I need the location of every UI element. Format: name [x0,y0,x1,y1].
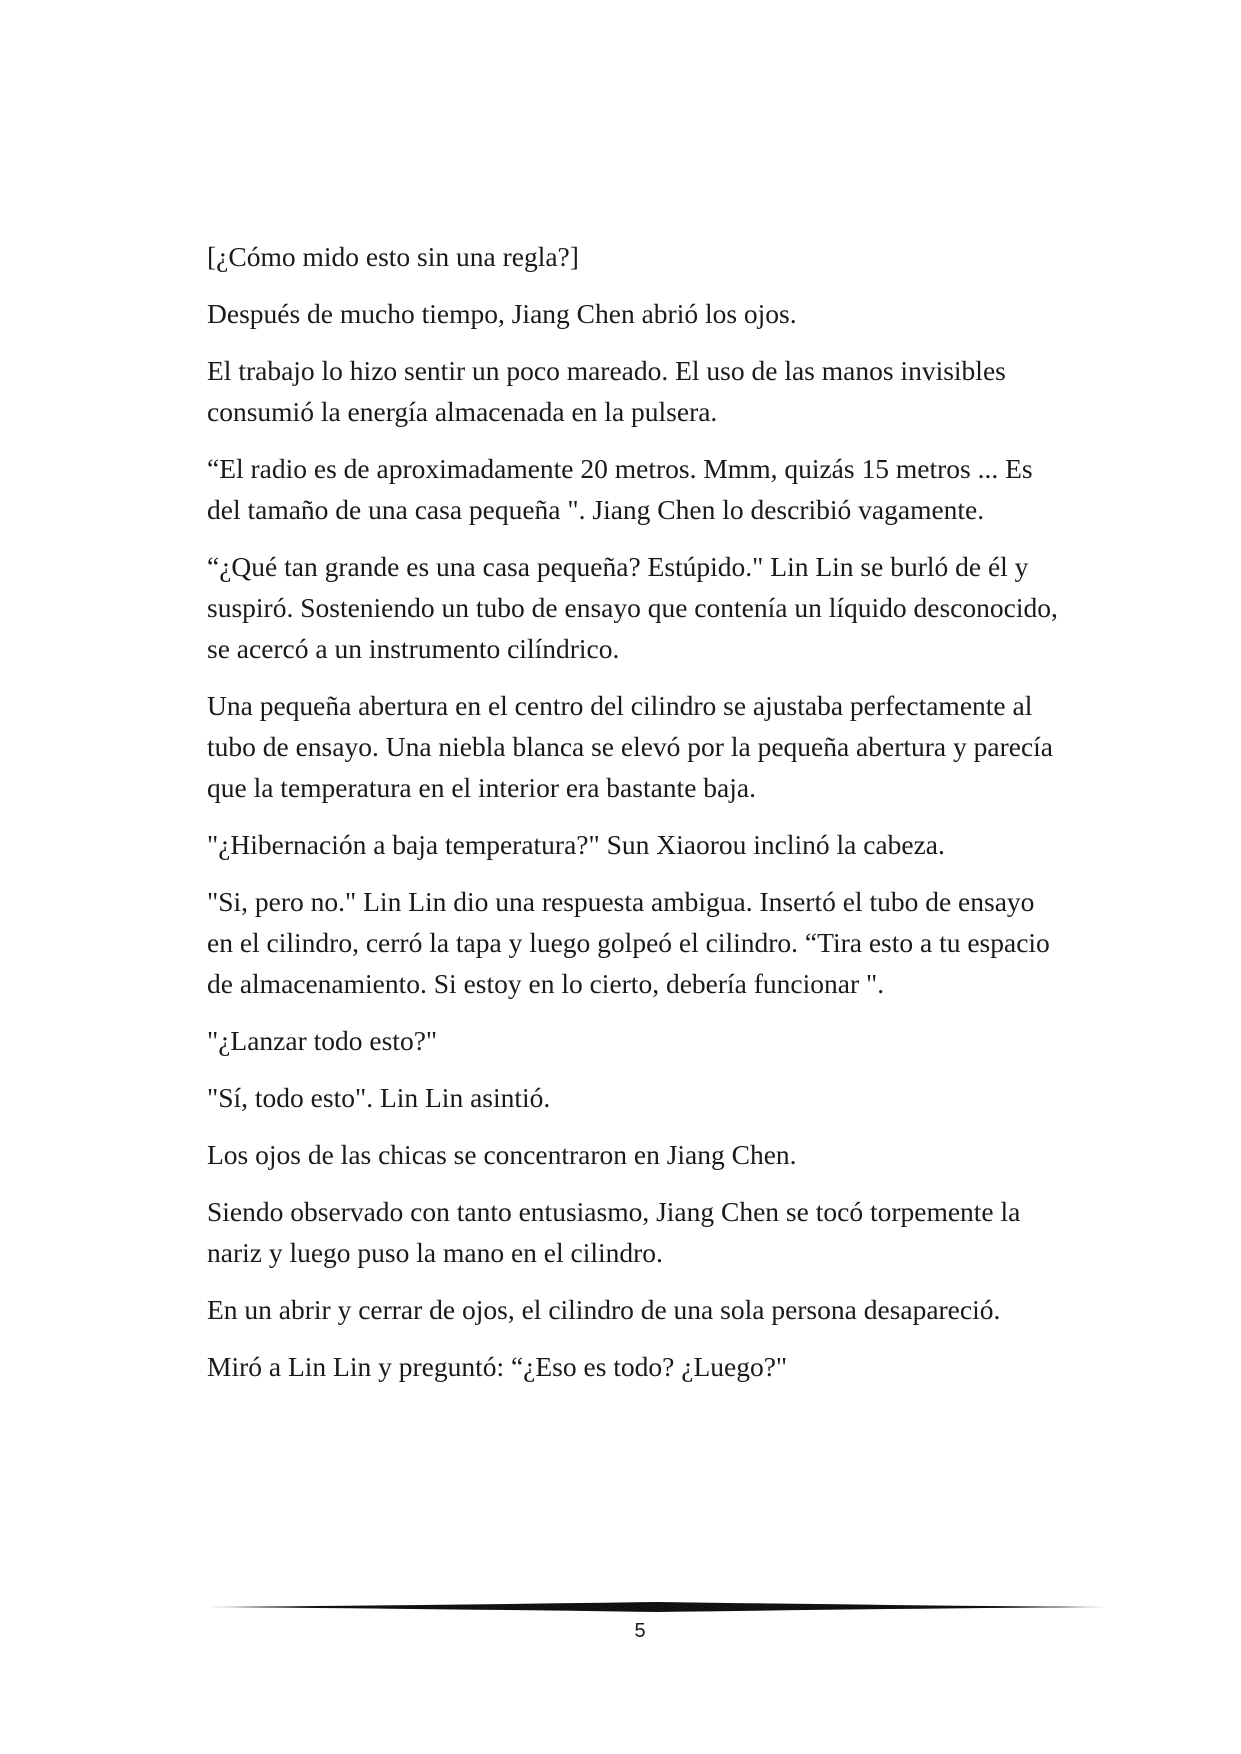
paragraph: Una pequeña abertura en el centro del cilindro se ajustaba perfectamente al tubo de ensayo. Una niebla blanca se elevó por la pequeña abertura y parecía que la temperatura en el interior era bastante baja. [207,690,1054,803]
paragraph: "Sí, todo esto". Lin Lin asintió. [207,1082,551,1113]
paragraph: En un abrir y cerrar de ojos, el cilindro de una sola persona desapareció. [207,1294,1001,1325]
paragraph: "¿Lanzar todo esto?" [207,1025,438,1056]
footer-divider [207,1600,1107,1614]
paragraph: “¿Qué tan grande es una casa pequeña? Estúpido." Lin Lin se burló de él y suspiró. Sosteniendo un tubo de ensayo que contenía un líquido desconocido, se acercó a un instrumento cilíndrico. [207,551,1058,664]
body-text [207,236,1067,1403]
paragraph: Después de mucho tiempo, Jiang Chen abrió los ojos. [207,298,797,329]
paragraph: Siendo observado con tanto entusiasmo, Jiang Chen se tocó torpemente la nariz y luego puso la mano en el cilindro. [207,1196,1021,1268]
page-number: 5 [634,1620,646,1642]
paragraph: El trabajo lo hizo sentir un poco mareado. El uso de las manos invisibles consumió la energía almacenada en la pulsera. [207,355,1006,427]
paragraph: “El radio es de aproximadamente 20 metros. Mmm, quizás 15 metros ... Es del tamaño de una casa pequeña ". Jiang Chen lo describió vagamente. [207,453,1033,525]
paragraph: [¿Cómo mido esto sin una regla?] [207,241,579,272]
paragraph: Los ojos de las chicas se concentraron en Jiang Chen. [207,1139,797,1170]
paragraph: "Si, pero no." Lin Lin dio una respuesta ambigua. Insertó el tubo de ensayo en el cilindro, cerró la tapa y luego golpeó el cilindro. “Tira esto a tu espacio de almacenamiento. Si estoy en lo cierto, debería funcionar ". [207,886,1050,999]
paragraph: "¿Hibernación a baja temperatura?" Sun Xiaorou inclinó la cabeza. [207,829,945,860]
paragraph: Miró a Lin Lin y preguntó: “¿Eso es todo? ¿Luego?" [207,1351,788,1382]
